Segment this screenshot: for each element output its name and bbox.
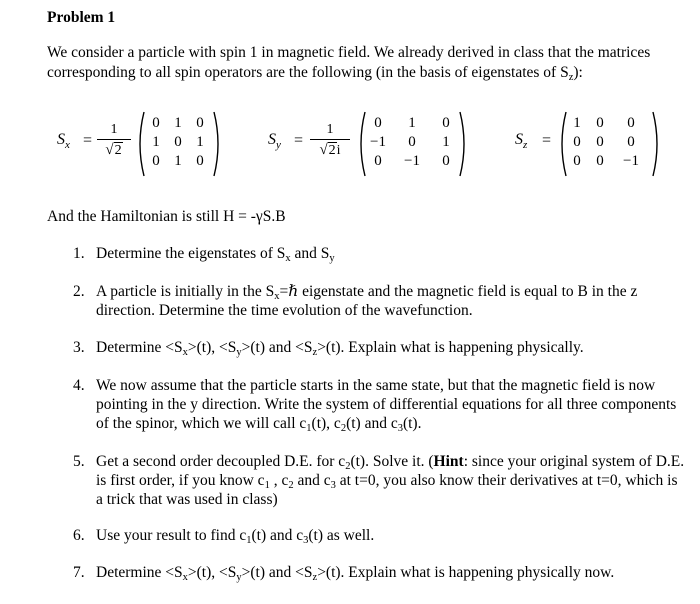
sx-matrix-cells: 0 1 0 1 0 1 0 1 0: [152, 115, 204, 169]
list-item-number: 1.: [73, 245, 85, 262]
intro-text: We consider a particle with spin 1 in magnetic field. We already derived in class that the matrices corresponding to all spin operators are the following (in the basis of eigenstates of S: [47, 44, 651, 81]
intro-end: ):: [573, 64, 583, 81]
intro-sub: z: [568, 72, 574, 83]
sz-symbol: $S_z$: [515, 131, 528, 152]
list-item-number: 4.: [73, 377, 85, 394]
sy-fraction: 1 √2i: [310, 122, 350, 160]
sz-equals: =: [542, 132, 552, 149]
list-item-number: 5.: [73, 453, 85, 470]
sx-symbol: $S_x$: [57, 131, 70, 152]
list-item-number: 6.: [73, 527, 85, 544]
list-item-text: We now assume that the particle starts in the same state, but that the magnetic field is now pointing in the y direction. Write the system of differential equations for all three components of the spinor, which we will call $c_1(t)$, $c_2(t)$ and $c_3(t)$.: [96, 377, 677, 434]
problem-intro: [47, 43, 692, 83]
sy-equals: =: [294, 132, 304, 149]
list-item-text: Determine the eigenstates of $S_x$ and $S_y$: [96, 245, 335, 264]
problem-title: Problem 1: [47, 9, 116, 26]
list-item-text: Use your result to find $c_1(t)$ and $c_3(t)$ as well.: [96, 527, 375, 546]
sy-right-paren: [458, 110, 470, 178]
list-item-number: 7.: [73, 564, 85, 581]
sx-equals: =: [83, 132, 93, 149]
list-item-number: 2.: [73, 283, 85, 300]
sy-symbol: $S_y$: [268, 131, 281, 152]
list-item-text: Determine $<S_x>(t)$, $<S_y>(t)$ and $<S_z>(t)$. Explain what is happening physically now.: [96, 564, 615, 583]
list-item-text: Get a second order decoupled D.E. for $c_2(t)$. Solve it. (Hint: since your original system of D.E. is first order, if you know $c_1$ , $c_2$ and $c_3$ at t=0, you also know their derivatives at t=0, which is a trick that was used in class): [96, 453, 685, 508]
list-item-number: 3.: [73, 339, 85, 356]
sx-fraction: 1 √2: [97, 122, 131, 160]
hamiltonian-statement: And the Hamiltonian is still H = -γS.B: [47, 208, 286, 225]
sz-matrix-cells: 1 0 0 0 0 0 0 0 −1: [573, 115, 639, 169]
spin-matrices: [0, 108, 700, 188]
sx-right-paren: [212, 110, 224, 178]
sz-right-paren: [651, 110, 663, 178]
sy-matrix-cells: 0 1 0 −1 0 1 0 −1 0: [370, 115, 450, 169]
list-item-text: A particle is initially in the $S_x=\hbar$ eigenstate and the magnetic field is equal to B in the z direction. Determine the time evolution of the wavefunction.: [96, 283, 638, 319]
list-item-text: Determine $<S_x>(t)$, $<S_y>(t)$ and $<S_z>(t)$. Explain what is happening physically.: [96, 339, 584, 358]
